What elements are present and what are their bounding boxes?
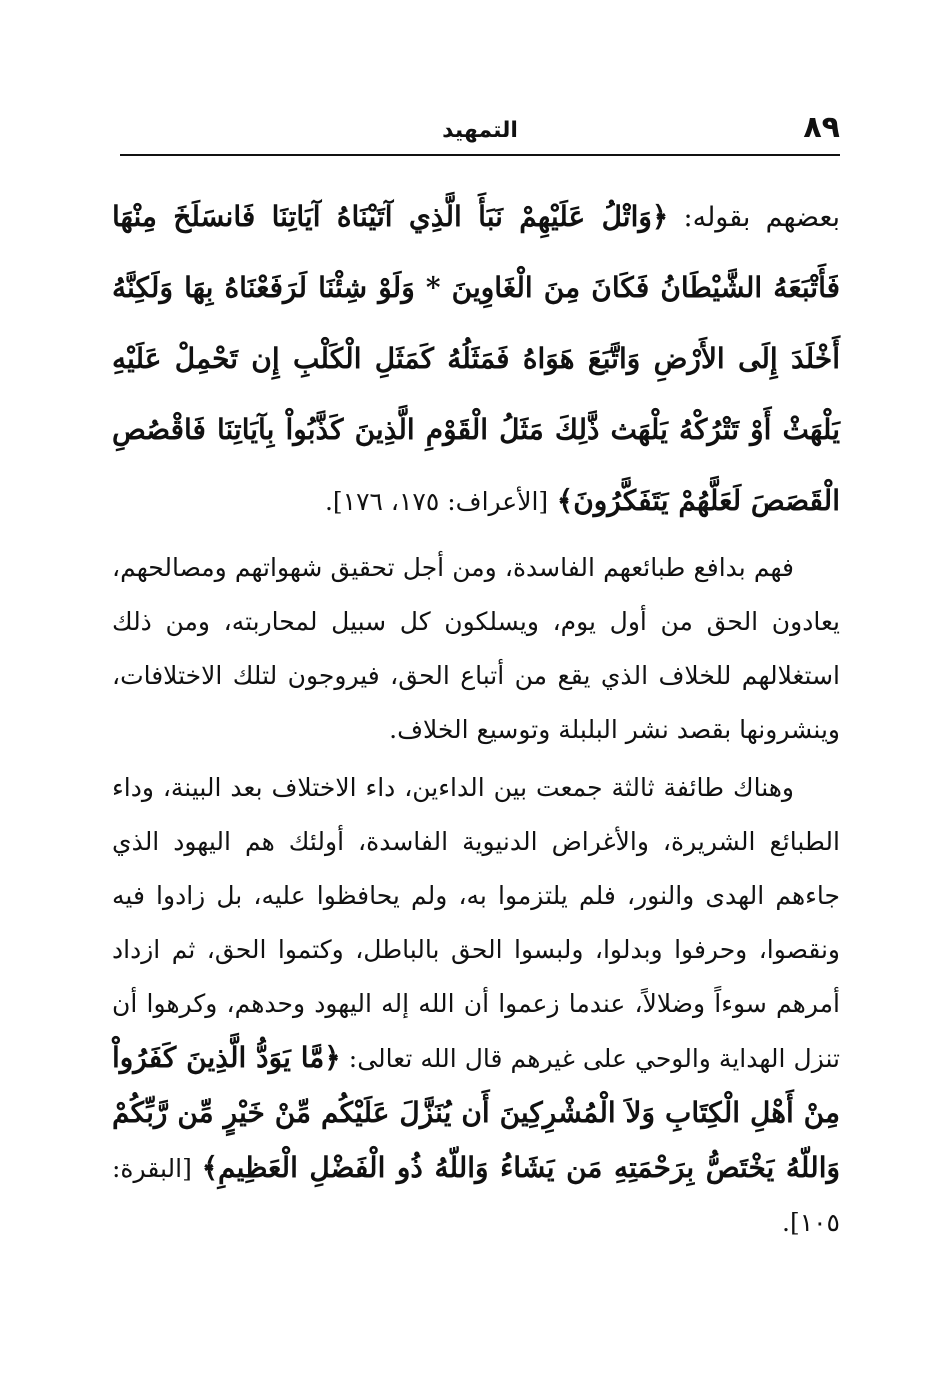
verse-reference-araf: [الأعراف: ١٧٥، ١٧٦]. (324, 487, 549, 516)
page-header (120, 108, 840, 154)
paragraph-3 (112, 761, 840, 1250)
paragraph-1 (112, 182, 840, 537)
quran-verse-araf: ﴿وَاتْلُ عَلَيْهِمْ نَبَأَ الَّذِي آتَيْنَاهُ آيَاتِنَا فَانسَلَخَ مِنْهَا فَأَتْبَعَهُ الشَّيْطَانُ فَكَانَ مِنَ الْغَاوِينَ * وَلَوْ شِئْنَا لَرَفَعْنَاهُ بِهَا وَلَكِنَّهُ أَخْلَدَ إِلَى الأَرْضِ وَاتَّبَعَ هَوَاهُ فَمَثَلُهُ كَمَثَلِ الْكَلْبِ إِن تَحْمِلْ عَلَيْهِ يَلْهَثْ أَوْ تَتْرُكْهُ يَلْهَث ذَّلِكَ مَثَلُ الْقَوْمِ الَّذِينَ كَذَّبُواْ بِآيَاتِنَا فَاقْصُصِ الْقَصَصَ لَعَلَّهُمْ يَتَفَكَّرُونَ﴾ (112, 200, 840, 517)
paragraph-3-text: وهناك طائفة ثالثة جمعت بين الداءين، داء الاختلاف بعد البينة، وداء الطبائع الشريرة، والأغراض الدنيوية الفاسدة، أولئك هم اليهود الذي جاءهم الهدى والنور، فلم يلتزموا به، ولم يحافظوا عليه، بل زادوا فيه ونقصوا، وحرفوا وبدلوا، ولبسوا الحق بالباطل، وكتموا الحق، ثم ازداد أمرهم سوءاً وضلالاً، عندما زعموا أن الله إله اليهود وحدهم، وكرهوا أن تنزل الهداية والوحي على غيرهم قال الله تعالى: (112, 773, 840, 1073)
paragraph-2: فهم بدافع طبائعهم الفاسدة، ومن أجل تحقيق شهواتهم ومصالحهم، يعادون الحق من أول يوم، ويسلكون كل سبيل لمحاربته، ومن ذلك استغلالهم للخلاف الذي يقع من أتباع الحق، فيروجون لتلك الاختلافات، وينشرونها بقصد نشر البلبلة وتوسيع الخلاف. (112, 553, 840, 744)
paragraph-1-lead: بعضهم بقوله: (668, 202, 840, 233)
page-number: ٨٩ (803, 110, 840, 145)
running-title: التمهيد (442, 118, 518, 143)
body-text (112, 182, 840, 1250)
quran-verse-baqarah: ﴿مَّا يَوَدُّ الَّذِينَ كَفَرُواْ مِنْ أَهْلِ الْكِتَابِ وَلاَ الْمُشْرِكِينَ أَن يُنَزَّلَ عَلَيْكُم مِّنْ خَيْرٍ مِّن رَّبِّكُمْ وَاللّهُ يَخْتَصُّ بِرَحْمَتِهِ مَن يَشَاءُ وَاللّهُ ذُو الْفَضْلِ الْعَظِيمِ﴾ (112, 1041, 840, 1184)
header-rule (120, 154, 840, 156)
verse-reference-baqarah: [البقرة: ١٠٥]. (112, 1154, 840, 1237)
